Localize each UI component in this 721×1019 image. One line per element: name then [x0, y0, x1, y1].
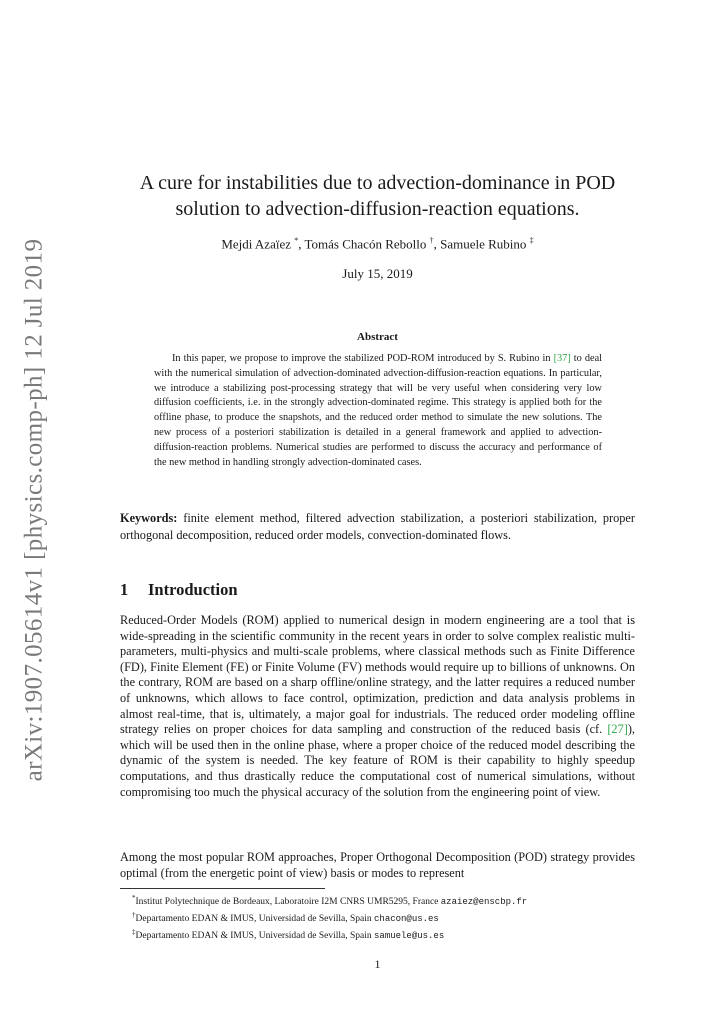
- paragraph-text-end: ), which will be used then in the online phase, where a proper choice of the reduced model describing the dynamic of the system is needed. The key feature of ROM is their capability to highly speedup computations, and thus drastically reduce the computational cost of numerical simulations, without compromising too much the physical accuracy of the solution from the engineering point of view.: [120, 722, 635, 799]
- paper-title: [100, 170, 655, 222]
- paragraph-text-start: Reduced-Order Models (ROM) applied to numerical design in modern engineering are a tool that is wide-spreading in the scientific community in the recent years in order to solve complex realistic multi-parameters, multi-physics and multi-scale problems, where classical methods such as Finite Difference (FD), Finite Element (FE) or Finite Volume (FV) methods would require up to billions of unknowns. On the contrary, ROM are based on a sharp offline/online strategy, and the latter requires a reduced number of unknowns, which allows to face control, optimization, prediction and data analysis problems in almost real-time, that is, ultimately, a major goal for industrials. The reduced order modeling offline strategy relies on proper choices for data sampling and construction of the reduced basis (cf.: [120, 613, 635, 737]
- keywords-text: finite element method, filtered advection stabilization, a posteriori stabilization, proper orthogonal decomposition, reduced order models, convection-dominated flows.: [120, 511, 635, 542]
- section-title: Introduction: [148, 580, 238, 599]
- arxiv-stamp-text: arXiv:1907.05614v1 [physics.comp-ph] 12 Jul 2019: [20, 238, 48, 782]
- citation-link[interactable]: [37]: [553, 353, 571, 364]
- section-number: 1: [120, 580, 129, 599]
- abstract-text-start: In this paper, we propose to improve the stabilized POD-ROM introduced by S. Rubino in: [172, 353, 554, 364]
- title-line-1: A cure for instabilities due to advection-dominance in POD: [139, 172, 616, 194]
- footnote-affiliation: Departamento EDAN & IMUS, Universidad de Sevilla, Spain: [135, 931, 375, 942]
- footnote-email[interactable]: samuele@us.es: [374, 931, 445, 942]
- footnote-mark: †: [132, 911, 136, 920]
- keywords: [120, 510, 635, 544]
- arxiv-identifier-stamp: [14, 238, 54, 782]
- footnote: [120, 926, 660, 943]
- author-list: Mejdi Azaïez *, Tomás Chacón Rebollo †, Samuele Rubino ‡: [221, 236, 534, 252]
- footnote-affiliation: Institut Polytechnique de Bordeaux, Laboratoire I2M CNRS UMR5295, France: [135, 897, 441, 908]
- citation-link[interactable]: [27]: [607, 722, 628, 737]
- footnote-email[interactable]: azaiez@enscbp.fr: [440, 897, 528, 908]
- author-name: Mejdi Azaïez: [221, 236, 291, 252]
- title-line-2: solution to advection-diffusion-reaction equations.: [175, 198, 580, 220]
- abstract-body: [154, 352, 602, 470]
- keywords-label: Keywords:: [120, 511, 178, 525]
- footnote-email[interactable]: chacon@us.es: [374, 914, 439, 925]
- body-paragraph: [120, 850, 635, 881]
- section-heading: [120, 580, 238, 600]
- footnote-mark: *: [132, 894, 136, 902]
- author-name: Tomás Chacón Rebollo: [304, 236, 427, 252]
- author-footnote-mark: *: [294, 236, 299, 245]
- footnote-mark: ‡: [132, 928, 136, 937]
- footnote-divider: [120, 888, 325, 889]
- body-paragraph: [120, 613, 635, 800]
- author-name: Samuele Rubino: [440, 236, 527, 252]
- page-number: 1: [374, 957, 381, 971]
- paper-date: July 15, 2019: [342, 266, 413, 281]
- footnotes: [120, 892, 660, 943]
- author-footnote-mark: ‡: [529, 236, 534, 245]
- author-footnote-mark: †: [429, 236, 434, 245]
- abstract-text-end: to deal with the numerical simulation of advection-dominated advection-diffusion-reaction equations. In particular, we introduce a stabilizing post-processing strategy that will be very useful when considering very low diffusion coefficients, i.e. in the strongly advection-dominated regime. This strategy is applied both for the offline phase, to produce the snapshots, and the reduced order method to simulate the new solutions. The new process of a posteriori stabilization is detailed in a general framework and applied to advection-diffusion-reaction problems. Numerical studies are performed to discuss the accuracy and performance of the new method in handling strongly advection-dominated cases.: [154, 353, 603, 468]
- footnote: [120, 909, 660, 926]
- footnote-affiliation: Departamento EDAN & IMUS, Universidad de Sevilla, Spain: [135, 914, 375, 925]
- abstract-paragraph: [154, 352, 602, 470]
- paragraph-text: Among the most popular ROM approaches, Proper Orthogonal Decomposition (POD) strategy provides optimal (from the energetic point of view) basis or modes to represent: [120, 850, 635, 880]
- footnote: [120, 892, 660, 909]
- abstract-heading: Abstract: [357, 331, 398, 343]
